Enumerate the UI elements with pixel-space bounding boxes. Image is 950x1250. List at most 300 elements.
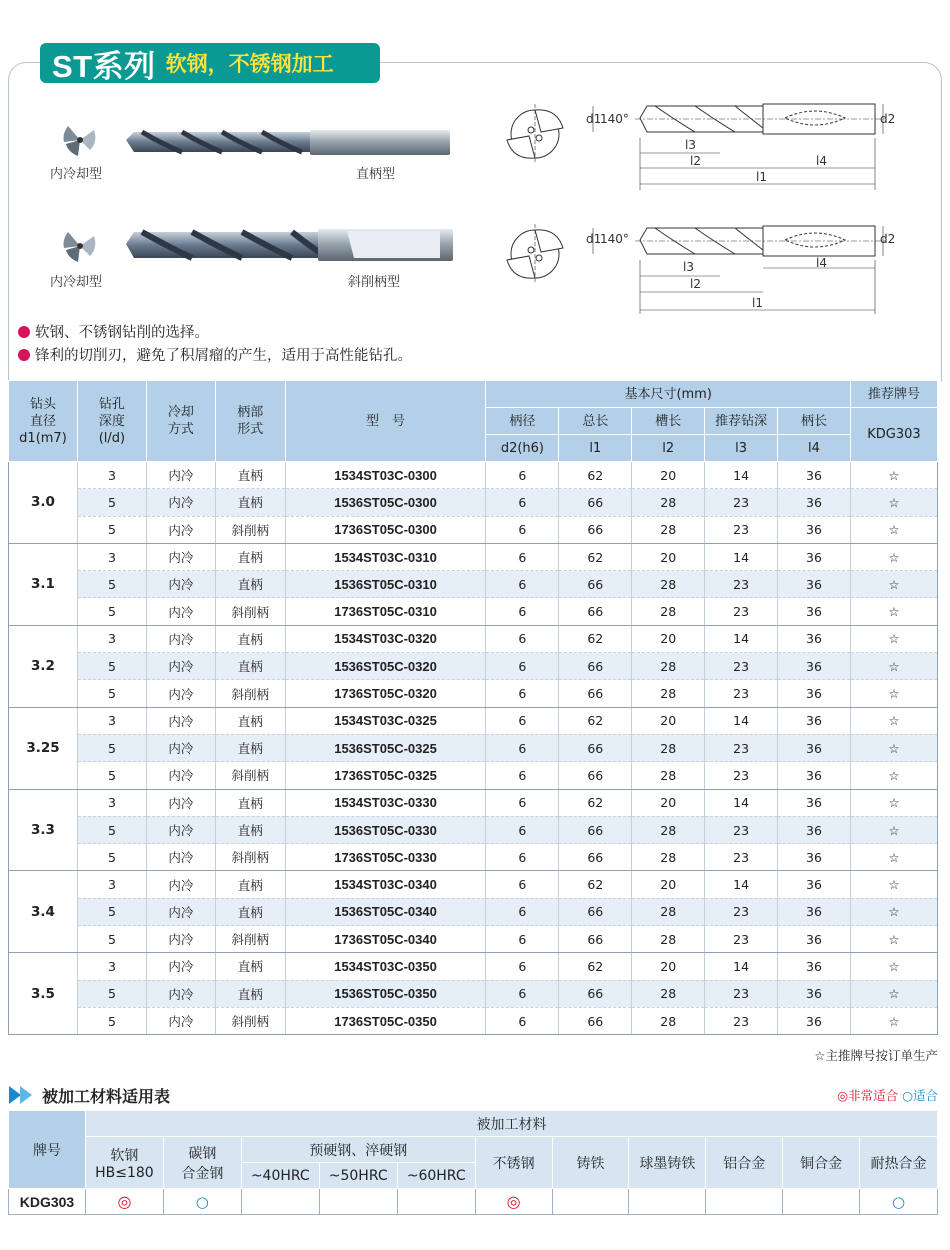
l1-cell: 66 bbox=[559, 816, 632, 843]
cooling-cell: 内冷 bbox=[146, 489, 215, 516]
dim-l2-label: l2 bbox=[690, 154, 701, 168]
model-cell: 1736ST05C-0325 bbox=[285, 762, 486, 789]
l3-cell: 14 bbox=[705, 462, 778, 489]
dim-angle-label: 140° bbox=[600, 112, 629, 126]
materials-section-title: 被加工材料适用表 bbox=[8, 1082, 170, 1108]
grade-cell: ☆ bbox=[850, 762, 937, 789]
tool2-left-caption: 内冷却型 bbox=[50, 275, 103, 290]
d2-cell: 6 bbox=[486, 1007, 559, 1034]
cooling-cell: 内冷 bbox=[146, 953, 215, 980]
mat-header-ductile-iron: 球墨铸铁 bbox=[629, 1137, 706, 1189]
depth-cell: 5 bbox=[77, 980, 146, 1007]
table-row bbox=[9, 571, 938, 598]
grade-cell: ☆ bbox=[850, 571, 937, 598]
model-cell: 1534ST03C-0310 bbox=[285, 543, 486, 570]
model-cell: 1536ST05C-0310 bbox=[285, 571, 486, 598]
table-row bbox=[9, 816, 938, 843]
mat-cell: ◎ bbox=[85, 1189, 163, 1215]
table-row bbox=[9, 653, 938, 680]
l4-cell: 36 bbox=[778, 571, 851, 598]
mat-cell bbox=[629, 1189, 706, 1215]
depth-cell: 5 bbox=[77, 598, 146, 625]
table-row bbox=[9, 898, 938, 925]
col-header-recommended-grade: 推荐牌号 bbox=[850, 381, 937, 408]
series-title: ST系列 bbox=[52, 48, 156, 84]
shank-cell: 斜削柄 bbox=[215, 844, 285, 871]
col-header-shank: 柄部 形式 bbox=[215, 381, 285, 462]
model-cell: 1536ST05C-0330 bbox=[285, 816, 486, 843]
l4-cell: 36 bbox=[778, 762, 851, 789]
dim-angle-label: 140° bbox=[600, 232, 629, 246]
cooling-cell: 内冷 bbox=[146, 707, 215, 734]
shank-cell: 斜削柄 bbox=[215, 762, 285, 789]
l3-cell: 14 bbox=[705, 543, 778, 570]
l2-cell: 28 bbox=[632, 571, 705, 598]
l2-cell: 28 bbox=[632, 734, 705, 761]
production-note: ☆主推牌号按订单生产 bbox=[814, 1048, 938, 1063]
cooling-cell: 内冷 bbox=[146, 680, 215, 707]
l4-cell: 36 bbox=[778, 980, 851, 1007]
depth-cell: 5 bbox=[77, 844, 146, 871]
grade-cell: ☆ bbox=[850, 516, 937, 543]
l2-cell: 28 bbox=[632, 489, 705, 516]
col-header-l1: l1 bbox=[559, 435, 632, 462]
bullet-item: 软钢、不锈钢钻削的选择。 bbox=[18, 322, 412, 345]
model-cell: 1534ST03C-0320 bbox=[285, 625, 486, 652]
model-cell: 1736ST05C-0300 bbox=[285, 516, 486, 543]
l3-cell: 23 bbox=[705, 844, 778, 871]
model-cell: 1536ST05C-0300 bbox=[285, 489, 486, 516]
l3-cell: 14 bbox=[705, 953, 778, 980]
l3-cell: 23 bbox=[705, 489, 778, 516]
l4-cell: 36 bbox=[778, 653, 851, 680]
l1-cell: 66 bbox=[559, 571, 632, 598]
l1-cell: 66 bbox=[559, 980, 632, 1007]
feature-bullets bbox=[18, 322, 412, 368]
table-row bbox=[9, 489, 938, 516]
tool1-right-caption: 直柄型 bbox=[356, 167, 396, 182]
col-header-diameter: 钻头 直径 d1(m7) bbox=[9, 381, 78, 462]
l4-cell: 36 bbox=[778, 953, 851, 980]
l2-cell: 20 bbox=[632, 625, 705, 652]
model-cell: 1736ST05C-0330 bbox=[285, 844, 486, 871]
model-cell: 1536ST05C-0320 bbox=[285, 653, 486, 680]
shank-cell: 斜削柄 bbox=[215, 516, 285, 543]
d2-cell: 6 bbox=[486, 598, 559, 625]
depth-cell: 5 bbox=[77, 926, 146, 953]
cooling-cell: 内冷 bbox=[146, 898, 215, 925]
depth-cell: 5 bbox=[77, 516, 146, 543]
cooling-cell: 内冷 bbox=[146, 598, 215, 625]
shank-cell: 斜削柄 bbox=[215, 1007, 285, 1034]
l4-cell: 36 bbox=[778, 516, 851, 543]
col-header-depth: 钻孔 深度 (l/d) bbox=[77, 381, 146, 462]
depth-cell: 5 bbox=[77, 898, 146, 925]
diameter-cell: 3.5 bbox=[9, 953, 78, 1035]
col-header-shank-length: 柄长 bbox=[778, 408, 851, 435]
drill-end-view-icon bbox=[505, 98, 565, 168]
grade-cell: ☆ bbox=[850, 898, 937, 925]
table-row bbox=[9, 625, 938, 652]
shank-cell: 直柄 bbox=[215, 789, 285, 816]
shank-cell: 直柄 bbox=[215, 489, 285, 516]
l3-cell: 14 bbox=[705, 789, 778, 816]
d2-cell: 6 bbox=[486, 898, 559, 925]
depth-cell: 5 bbox=[77, 680, 146, 707]
mat-header-40hrc: ~40HRC bbox=[241, 1163, 319, 1189]
l1-cell: 66 bbox=[559, 516, 632, 543]
l2-cell: 28 bbox=[632, 598, 705, 625]
col-header-l4: l4 bbox=[778, 435, 851, 462]
cooling-cell: 内冷 bbox=[146, 653, 215, 680]
depth-cell: 5 bbox=[77, 489, 146, 516]
l2-cell: 28 bbox=[632, 762, 705, 789]
l2-cell: 28 bbox=[632, 1007, 705, 1034]
cooling-cell: 内冷 bbox=[146, 789, 215, 816]
shank-cell: 直柄 bbox=[215, 625, 285, 652]
table-row bbox=[9, 926, 938, 953]
l2-cell: 28 bbox=[632, 680, 705, 707]
mat-cell bbox=[397, 1189, 475, 1215]
l3-cell: 23 bbox=[705, 598, 778, 625]
cooling-cell: 内冷 bbox=[146, 980, 215, 1007]
table-row bbox=[9, 598, 938, 625]
model-cell: 1736ST05C-0340 bbox=[285, 926, 486, 953]
grade-cell: ☆ bbox=[850, 707, 937, 734]
grade-cell: ☆ bbox=[850, 680, 937, 707]
l4-cell: 36 bbox=[778, 898, 851, 925]
l3-cell: 14 bbox=[705, 707, 778, 734]
l1-cell: 62 bbox=[559, 707, 632, 734]
model-cell: 1534ST03C-0325 bbox=[285, 707, 486, 734]
depth-cell: 3 bbox=[77, 625, 146, 652]
legend-suitable: ○适合 bbox=[902, 1088, 938, 1103]
l3-cell: 23 bbox=[705, 816, 778, 843]
col-header-l2: l2 bbox=[632, 435, 705, 462]
cooling-cell: 内冷 bbox=[146, 816, 215, 843]
dim-l4-label: l4 bbox=[816, 154, 827, 168]
grade-cell: ☆ bbox=[850, 653, 937, 680]
grade-cell: ☆ bbox=[850, 816, 937, 843]
mat-cell bbox=[706, 1189, 783, 1215]
l4-cell: 36 bbox=[778, 462, 851, 489]
shank-cell: 直柄 bbox=[215, 571, 285, 598]
l4-cell: 36 bbox=[778, 625, 851, 652]
table-row bbox=[9, 734, 938, 761]
d2-cell: 6 bbox=[486, 980, 559, 1007]
dim-d1-label: d1 bbox=[586, 232, 602, 246]
shank-cell: 斜削柄 bbox=[215, 598, 285, 625]
mat-header-stainless: 不锈钢 bbox=[475, 1137, 552, 1189]
depth-cell: 5 bbox=[77, 734, 146, 761]
legend-very-suitable: ◎非常适合 bbox=[837, 1088, 899, 1103]
col-header-model: 型 号 bbox=[285, 381, 486, 462]
shank-cell: 直柄 bbox=[215, 871, 285, 898]
grade-cell: ☆ bbox=[850, 871, 937, 898]
l4-cell: 36 bbox=[778, 871, 851, 898]
model-cell: 1536ST05C-0325 bbox=[285, 734, 486, 761]
diameter-cell: 3.0 bbox=[9, 462, 78, 544]
l3-cell: 23 bbox=[705, 653, 778, 680]
weldon-shank-drill-image bbox=[122, 224, 457, 266]
dim-l1-label: l1 bbox=[752, 296, 763, 310]
series-subtitle: 软钢，不锈钢加工 bbox=[165, 52, 334, 76]
depth-cell: 5 bbox=[77, 762, 146, 789]
l2-cell: 28 bbox=[632, 980, 705, 1007]
d2-cell: 6 bbox=[486, 680, 559, 707]
d2-cell: 6 bbox=[486, 816, 559, 843]
col-header-l3: l3 bbox=[705, 435, 778, 462]
d2-cell: 6 bbox=[486, 926, 559, 953]
l4-cell: 36 bbox=[778, 543, 851, 570]
materials-row bbox=[9, 1189, 938, 1215]
grade-cell: ☆ bbox=[850, 980, 937, 1007]
model-cell: 1536ST05C-0340 bbox=[285, 898, 486, 925]
straight-shank-drill-image bbox=[122, 126, 457, 160]
table-row bbox=[9, 1007, 938, 1034]
depth-cell: 5 bbox=[77, 571, 146, 598]
model-cell: 1534ST03C-0340 bbox=[285, 871, 486, 898]
grade-cell: ☆ bbox=[850, 598, 937, 625]
l1-cell: 66 bbox=[559, 489, 632, 516]
col-header-d2: d2(h6) bbox=[486, 435, 559, 462]
l3-cell: 23 bbox=[705, 680, 778, 707]
bullet-dot-icon bbox=[18, 326, 30, 338]
l2-cell: 28 bbox=[632, 844, 705, 871]
l1-cell: 66 bbox=[559, 598, 632, 625]
l2-cell: 28 bbox=[632, 926, 705, 953]
grade-cell: ☆ bbox=[850, 844, 937, 871]
l4-cell: 36 bbox=[778, 707, 851, 734]
l3-cell: 23 bbox=[705, 571, 778, 598]
col-header-cooling: 冷却 方式 bbox=[146, 381, 215, 462]
grade-cell: ☆ bbox=[850, 953, 937, 980]
l4-cell: 36 bbox=[778, 489, 851, 516]
l2-cell: 20 bbox=[632, 789, 705, 816]
d2-cell: 6 bbox=[486, 844, 559, 871]
dim-l2-label: l2 bbox=[690, 277, 701, 291]
col-header-recommended-depth: 推荐钻深 bbox=[705, 408, 778, 435]
shank-cell: 直柄 bbox=[215, 707, 285, 734]
l4-cell: 36 bbox=[778, 1007, 851, 1034]
grade-cell: ☆ bbox=[850, 789, 937, 816]
col-header-total-length: 总长 bbox=[559, 408, 632, 435]
shank-cell: 直柄 bbox=[215, 462, 285, 489]
double-arrow-icon bbox=[8, 1084, 38, 1106]
cooling-cell: 内冷 bbox=[146, 571, 215, 598]
model-cell: 1534ST03C-0350 bbox=[285, 953, 486, 980]
l2-cell: 28 bbox=[632, 898, 705, 925]
table-row bbox=[9, 762, 938, 789]
mat-header-group: 被加工材料 bbox=[85, 1111, 937, 1137]
l3-cell: 23 bbox=[705, 980, 778, 1007]
l1-cell: 66 bbox=[559, 844, 632, 871]
bullet-dot-icon bbox=[18, 349, 30, 361]
grade-cell: ☆ bbox=[850, 1007, 937, 1034]
mat-cell: ○ bbox=[860, 1189, 938, 1215]
diameter-cell: 3.3 bbox=[9, 789, 78, 871]
cooling-cell: 内冷 bbox=[146, 1007, 215, 1034]
l1-cell: 62 bbox=[559, 543, 632, 570]
shank-cell: 直柄 bbox=[215, 543, 285, 570]
diameter-cell: 3.4 bbox=[9, 871, 78, 953]
shank-cell: 直柄 bbox=[215, 980, 285, 1007]
straight-shank-dimension-drawing bbox=[585, 98, 895, 190]
depth-cell: 5 bbox=[77, 816, 146, 843]
l1-cell: 66 bbox=[559, 1007, 632, 1034]
l4-cell: 36 bbox=[778, 734, 851, 761]
tool1-left-caption: 内冷却型 bbox=[50, 167, 103, 182]
table-row bbox=[9, 789, 938, 816]
series-title-tab bbox=[40, 43, 380, 83]
l3-cell: 14 bbox=[705, 625, 778, 652]
l1-cell: 66 bbox=[559, 762, 632, 789]
col-header-flute-length: 槽长 bbox=[632, 408, 705, 435]
table-row bbox=[9, 980, 938, 1007]
l1-cell: 66 bbox=[559, 926, 632, 953]
product-table bbox=[8, 380, 938, 1035]
l1-cell: 62 bbox=[559, 462, 632, 489]
mat-header-cast-iron: 铸铁 bbox=[552, 1137, 629, 1189]
l3-cell: 23 bbox=[705, 1007, 778, 1034]
l2-cell: 20 bbox=[632, 871, 705, 898]
mat-header-soft-steel: 软钢 HB≤180 bbox=[85, 1137, 163, 1189]
depth-cell: 3 bbox=[77, 707, 146, 734]
l1-cell: 66 bbox=[559, 898, 632, 925]
dim-l3-label: l3 bbox=[685, 138, 696, 152]
dim-l1-label: l1 bbox=[756, 170, 767, 184]
table-row bbox=[9, 462, 938, 489]
dim-l3-label: l3 bbox=[683, 260, 694, 274]
depth-cell: 3 bbox=[77, 462, 146, 489]
l1-cell: 62 bbox=[559, 953, 632, 980]
d2-cell: 6 bbox=[486, 653, 559, 680]
mat-cell bbox=[552, 1189, 629, 1215]
l2-cell: 28 bbox=[632, 816, 705, 843]
mat-header-brand: 牌号 bbox=[9, 1111, 86, 1189]
l1-cell: 66 bbox=[559, 680, 632, 707]
l1-cell: 66 bbox=[559, 653, 632, 680]
mat-header-carbon-steel: 碳钢 合金钢 bbox=[163, 1137, 241, 1189]
cooling-cell: 内冷 bbox=[146, 734, 215, 761]
mat-cell bbox=[783, 1189, 860, 1215]
model-cell: 1736ST05C-0310 bbox=[285, 598, 486, 625]
d2-cell: 6 bbox=[486, 953, 559, 980]
l4-cell: 36 bbox=[778, 926, 851, 953]
table-row bbox=[9, 844, 938, 871]
l4-cell: 36 bbox=[778, 844, 851, 871]
shank-cell: 斜削柄 bbox=[215, 926, 285, 953]
weldon-shank-dimension-drawing bbox=[585, 220, 895, 315]
mat-header-50hrc: ~50HRC bbox=[319, 1163, 397, 1189]
l4-cell: 36 bbox=[778, 789, 851, 816]
l3-cell: 23 bbox=[705, 926, 778, 953]
model-cell: 1534ST03C-0300 bbox=[285, 462, 486, 489]
col-header-basic-dimensions: 基本尺寸(mm) bbox=[486, 381, 851, 408]
depth-cell: 5 bbox=[77, 1007, 146, 1034]
dim-d2-label: d2 bbox=[880, 232, 896, 246]
grade-cell: ☆ bbox=[850, 462, 937, 489]
grade-cell: ☆ bbox=[850, 489, 937, 516]
shank-cell: 斜削柄 bbox=[215, 680, 285, 707]
l2-cell: 28 bbox=[632, 653, 705, 680]
d2-cell: 6 bbox=[486, 462, 559, 489]
drill-tip-icon bbox=[58, 120, 102, 160]
cooling-cell: 内冷 bbox=[146, 462, 215, 489]
d2-cell: 6 bbox=[486, 789, 559, 816]
model-cell: 1536ST05C-0350 bbox=[285, 980, 486, 1007]
model-cell: 1534ST03C-0330 bbox=[285, 789, 486, 816]
mat-brand-cell: KDG303 bbox=[9, 1189, 86, 1215]
cooling-cell: 内冷 bbox=[146, 926, 215, 953]
l2-cell: 28 bbox=[632, 516, 705, 543]
cooling-cell: 内冷 bbox=[146, 516, 215, 543]
mat-header-heat-resistant: 耐热合金 bbox=[860, 1137, 938, 1189]
depth-cell: 3 bbox=[77, 871, 146, 898]
d2-cell: 6 bbox=[486, 516, 559, 543]
mat-header-copper: 铜合金 bbox=[783, 1137, 860, 1189]
l4-cell: 36 bbox=[778, 680, 851, 707]
table-row bbox=[9, 543, 938, 570]
drill-tip-icon bbox=[58, 226, 102, 266]
l3-cell: 23 bbox=[705, 762, 778, 789]
tool2-right-caption: 斜削柄型 bbox=[348, 275, 401, 290]
grade-cell: ☆ bbox=[850, 543, 937, 570]
mat-header-aluminum: 铝合金 bbox=[706, 1137, 783, 1189]
shank-cell: 直柄 bbox=[215, 653, 285, 680]
diameter-cell: 3.2 bbox=[9, 625, 78, 707]
l3-cell: 14 bbox=[705, 871, 778, 898]
model-cell: 1736ST05C-0350 bbox=[285, 1007, 486, 1034]
dim-d1-label: d1 bbox=[586, 112, 602, 126]
l2-cell: 20 bbox=[632, 707, 705, 734]
d2-cell: 6 bbox=[486, 625, 559, 652]
col-header-grade: KDG303 bbox=[850, 408, 937, 462]
cooling-cell: 内冷 bbox=[146, 844, 215, 871]
mat-header-60hrc: ~60HRC bbox=[397, 1163, 475, 1189]
depth-cell: 3 bbox=[77, 789, 146, 816]
shank-cell: 直柄 bbox=[215, 898, 285, 925]
drill-end-view-icon bbox=[505, 218, 565, 288]
mat-cell: ○ bbox=[163, 1189, 241, 1215]
table-row bbox=[9, 953, 938, 980]
l4-cell: 36 bbox=[778, 598, 851, 625]
grade-cell: ☆ bbox=[850, 625, 937, 652]
l2-cell: 20 bbox=[632, 953, 705, 980]
d2-cell: 6 bbox=[486, 571, 559, 598]
materials-table bbox=[8, 1110, 938, 1215]
d2-cell: 6 bbox=[486, 543, 559, 570]
depth-cell: 3 bbox=[77, 953, 146, 980]
l3-cell: 23 bbox=[705, 516, 778, 543]
product-table-body bbox=[9, 462, 938, 1035]
shank-cell: 直柄 bbox=[215, 734, 285, 761]
shank-cell: 直柄 bbox=[215, 953, 285, 980]
dim-d2-label: d2 bbox=[880, 112, 896, 126]
mat-cell bbox=[241, 1189, 319, 1215]
cooling-cell: 内冷 bbox=[146, 625, 215, 652]
model-cell: 1736ST05C-0320 bbox=[285, 680, 486, 707]
depth-cell: 3 bbox=[77, 543, 146, 570]
table-row bbox=[9, 707, 938, 734]
mat-cell bbox=[319, 1189, 397, 1215]
suitability-legend bbox=[837, 1086, 938, 1104]
mat-header-hardened-steel: 预硬钢、淬硬钢 bbox=[241, 1137, 475, 1163]
d2-cell: 6 bbox=[486, 734, 559, 761]
cooling-cell: 内冷 bbox=[146, 871, 215, 898]
cooling-cell: 内冷 bbox=[146, 762, 215, 789]
dim-l4-label: l4 bbox=[816, 256, 827, 270]
